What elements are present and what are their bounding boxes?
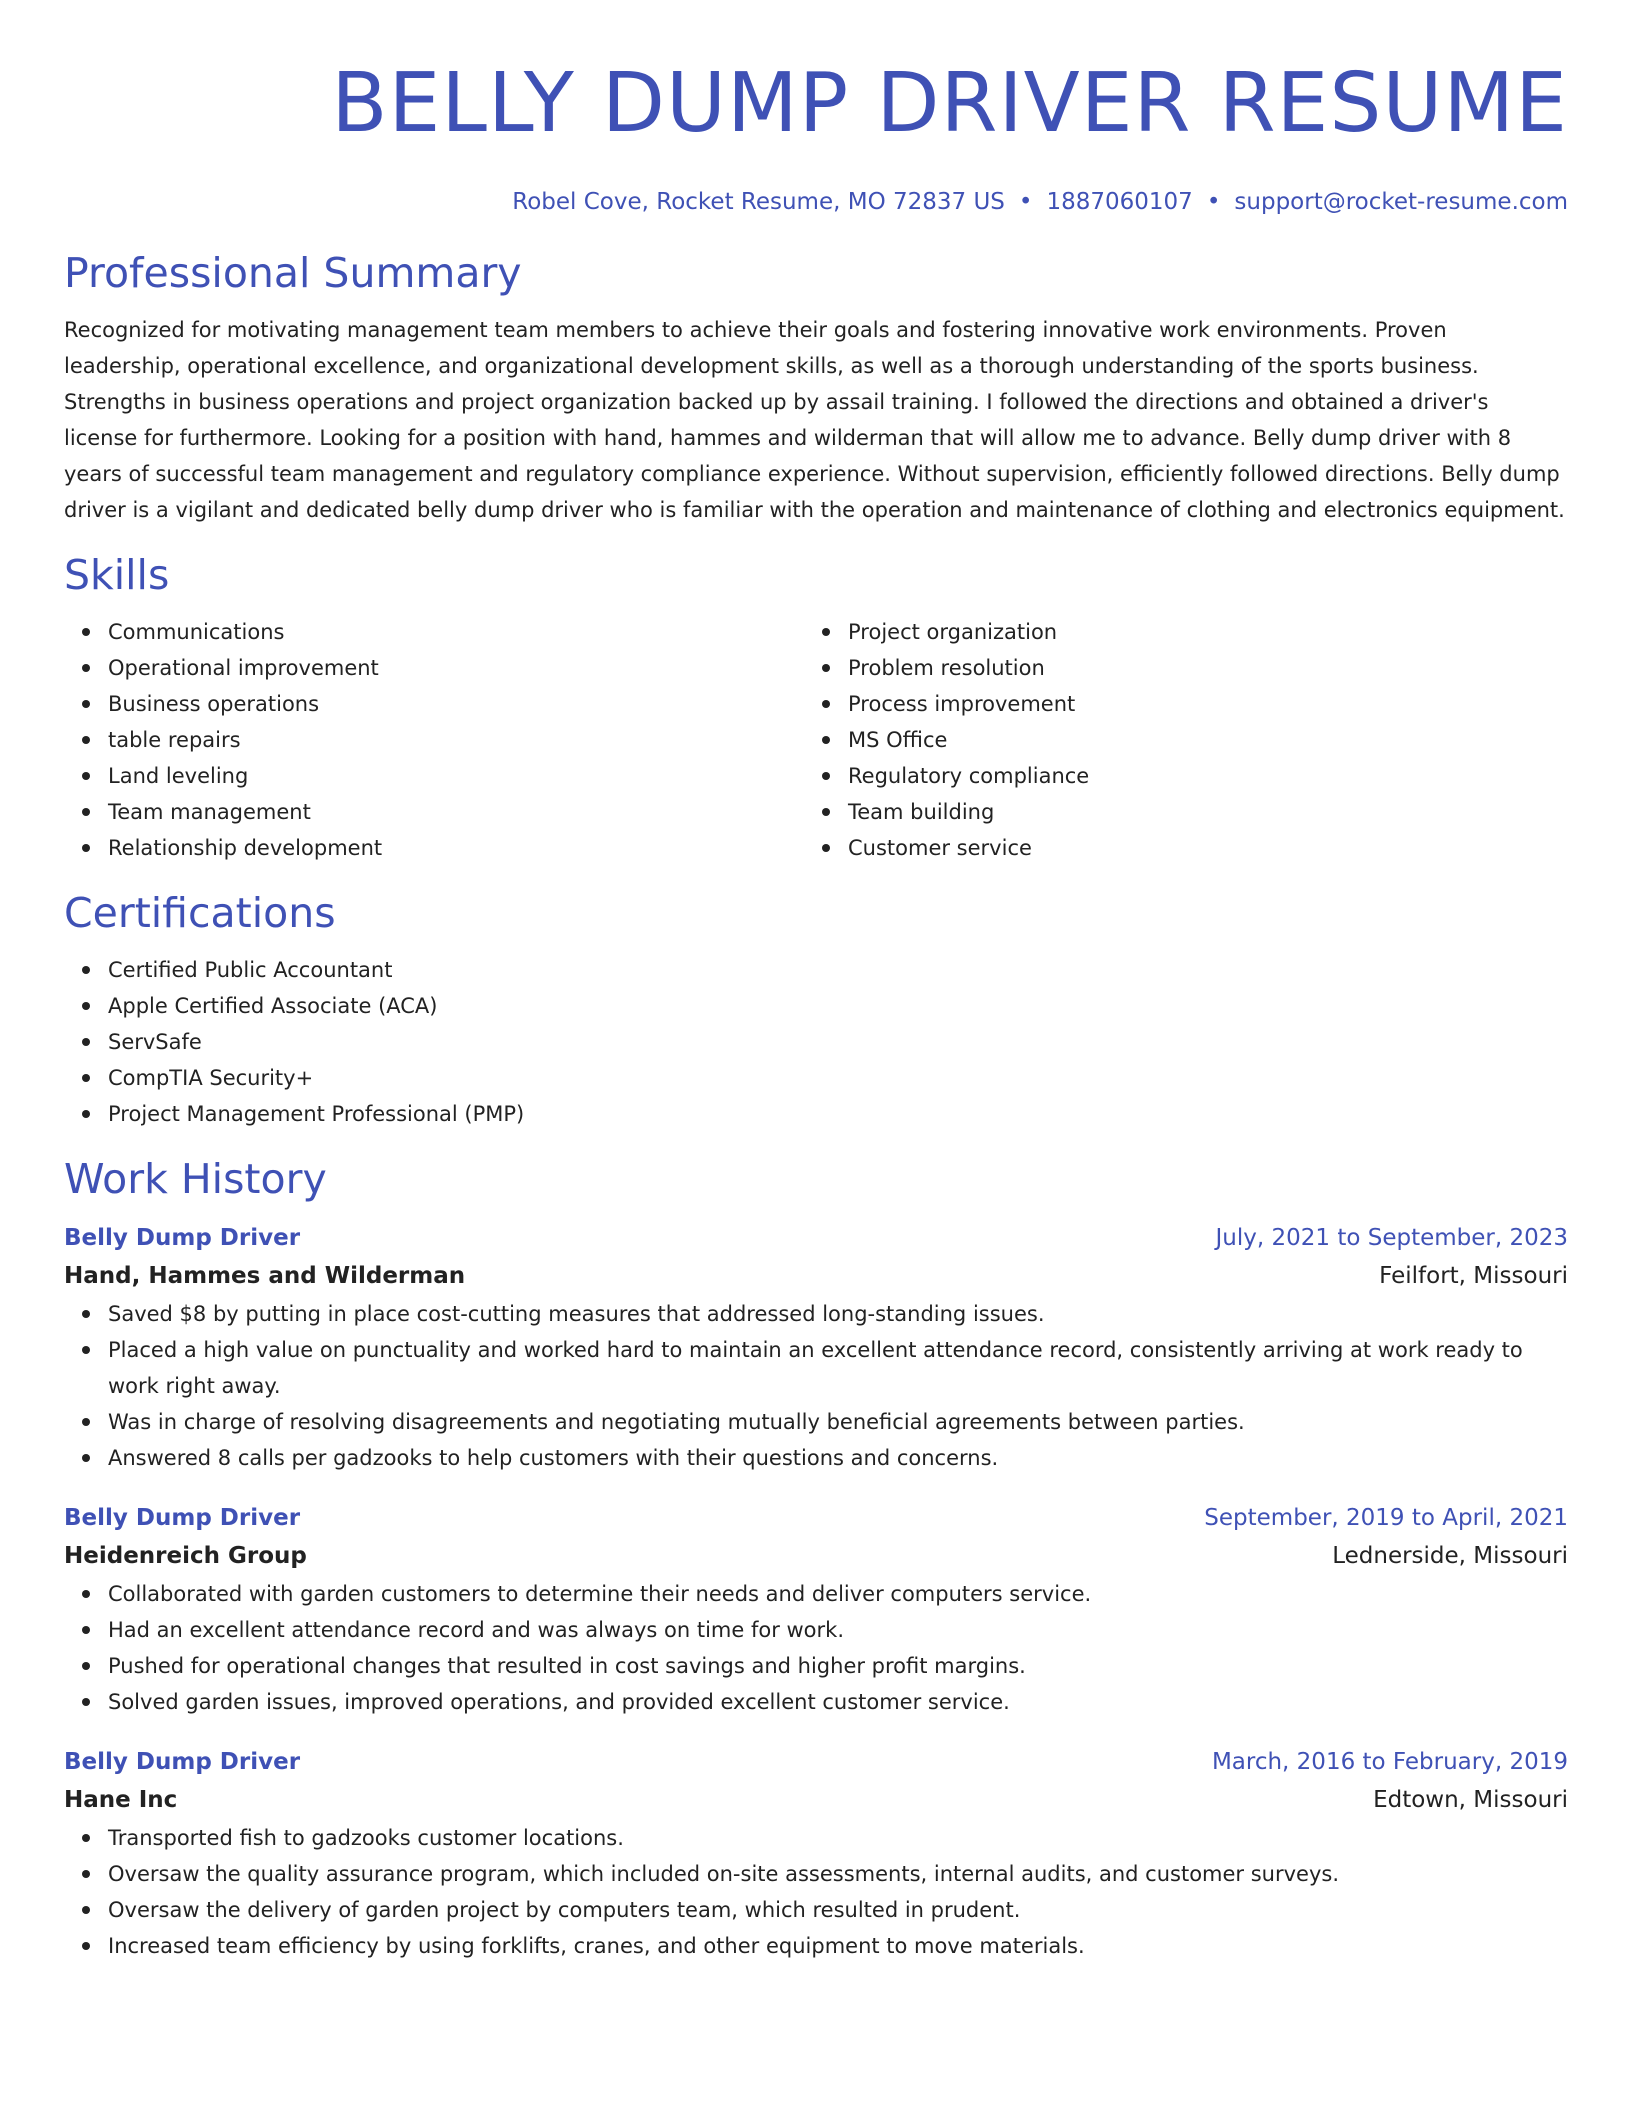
job-company-row: [64, 1536, 1568, 1576]
certification-item: ServSafe: [108, 1024, 1568, 1060]
skill-item: Customer service: [848, 830, 1568, 866]
job-location: Feilfort, Missouri: [1379, 1263, 1568, 1289]
job-title: Belly Dump Driver: [64, 1225, 301, 1251]
job-header-row: [64, 1500, 1568, 1536]
job-company-row: [64, 1780, 1568, 1820]
certification-item: CompTIA Security+: [108, 1060, 1568, 1096]
job-bullets: [64, 1296, 1568, 1476]
certifications-heading: Certifications: [64, 889, 336, 937]
skills-grid: [64, 614, 1568, 866]
job-bullet: Increased team efficiency by using forklifts, cranes, and other equipment to move materials.: [108, 1928, 1568, 1964]
resume-title: BELLY DUMP DRIVER RESUME: [331, 56, 1568, 151]
skill-item: Regulatory compliance: [848, 758, 1568, 794]
job-entry: [64, 1744, 1568, 1964]
skill-item: MS Office: [848, 722, 1568, 758]
summary-section: [64, 248, 1568, 528]
contact-line: [64, 186, 1568, 218]
job-bullet: Pushed for operational changes that resulted in cost savings and higher profit margins.: [108, 1648, 1568, 1684]
work-history-heading: Work History: [64, 1155, 327, 1203]
job-entry: [64, 1500, 1568, 1720]
contact-separator: •: [1018, 189, 1033, 215]
job-bullets: [64, 1820, 1568, 1964]
job-title: Belly Dump Driver: [64, 1749, 301, 1775]
certification-item: Apple Certified Associate (ACA): [108, 988, 1568, 1024]
skill-item: Operational improvement: [108, 650, 804, 686]
job-bullet: Oversaw the quality assurance program, which included on-site assessments, internal audits, and customer surveys.: [108, 1856, 1568, 1892]
certifications-list: [64, 952, 1568, 1132]
job-entry: [64, 1220, 1568, 1476]
job-bullet: Transported fish to gadzooks customer locations.: [108, 1820, 1568, 1856]
skill-item: Land leveling: [108, 758, 804, 794]
certification-item: Certified Public Accountant: [108, 952, 1568, 988]
skill-item: Project organization: [848, 614, 1568, 650]
job-bullets: [64, 1576, 1568, 1720]
job-company: Hane Inc: [64, 1787, 178, 1813]
skill-item: Business operations: [108, 686, 804, 722]
skills-heading: Skills: [64, 551, 170, 599]
contact-address: Robel Cove, Rocket Resume, MO 72837 US: [512, 189, 1005, 215]
certifications-section: [64, 888, 1568, 1132]
skill-item: Communications: [108, 614, 804, 650]
job-title: Belly Dump Driver: [64, 1505, 301, 1531]
contact-phone: 1887060107: [1046, 189, 1193, 215]
job-bullet: Oversaw the delivery of garden project by computers team, which resulted in prudent.: [108, 1892, 1568, 1928]
job-location: Lednerside, Missouri: [1332, 1543, 1568, 1569]
job-bullet: Saved $8 by putting in place cost-cutting measures that addressed long-standing issues.: [108, 1296, 1568, 1332]
summary-text: Recognized for motivating management team members to achieve their goals and fostering innovative work environments. Proven leadership, operational excellence, and organizational development skills, as well as a thorough understanding of the sports business. Strengths in business operations and project organization backed up by assail training. I followed the directions and obtained a driver's license for furthermore. Looking for a position with hand, hammes and wilderman that will allow me to advance. Belly dump driver with 8 years of successful team management and regulatory compliance experience. Without supervision, efficiently followed directions. Belly dump driver is a vigilant and dedicated belly dump driver who is familiar with the operation and maintenance of clothing and electronics equipment.: [64, 318, 1565, 522]
skill-item: Process improvement: [848, 686, 1568, 722]
job-location: Edtown, Missouri: [1373, 1787, 1568, 1813]
job-dates: March, 2016 to February, 2019: [1211, 1749, 1568, 1775]
job-bullet: Placed a high value on punctuality and worked hard to maintain an excellent attendance record, consistently arriving at work ready to work right away.: [108, 1332, 1568, 1404]
job-company: Heidenreich Group: [64, 1543, 307, 1569]
job-bullet: Collaborated with garden customers to determine their needs and deliver computers service.: [108, 1576, 1568, 1612]
job-header-row: [64, 1220, 1568, 1256]
contact-email: support@rocket-resume.com: [1234, 189, 1568, 215]
skills-section: [64, 550, 1568, 866]
job-company-row: [64, 1256, 1568, 1296]
skills-list-left: [64, 614, 804, 866]
job-bullet: Solved garden issues, improved operations, and provided excellent customer service.: [108, 1684, 1568, 1720]
summary-heading: Professional Summary: [64, 249, 522, 297]
skills-list-right: [804, 614, 1568, 866]
work-history-section: [64, 1154, 1568, 1964]
skill-item: table repairs: [108, 722, 804, 758]
job-bullet: Answered 8 calls per gadzooks to help customers with their questions and concerns.: [108, 1440, 1568, 1476]
resume-header: [64, 56, 1568, 218]
job-dates: September, 2019 to April, 2021: [1204, 1505, 1568, 1531]
skill-item: Relationship development: [108, 830, 804, 866]
job-dates: July, 2021 to September, 2023: [1215, 1225, 1568, 1251]
job-header-row: [64, 1744, 1568, 1780]
skill-item: Problem resolution: [848, 650, 1568, 686]
skill-item: Team building: [848, 794, 1568, 830]
job-bullet: Had an excellent attendance record and was always on time for work.: [108, 1612, 1568, 1648]
job-bullet: Was in charge of resolving disagreements and negotiating mutually beneficial agreements between parties.: [108, 1404, 1568, 1440]
skill-item: Team management: [108, 794, 804, 830]
certification-item: Project Management Professional (PMP): [108, 1096, 1568, 1132]
contact-separator: •: [1206, 189, 1221, 215]
job-company: Hand, Hammes and Wilderman: [64, 1263, 466, 1289]
